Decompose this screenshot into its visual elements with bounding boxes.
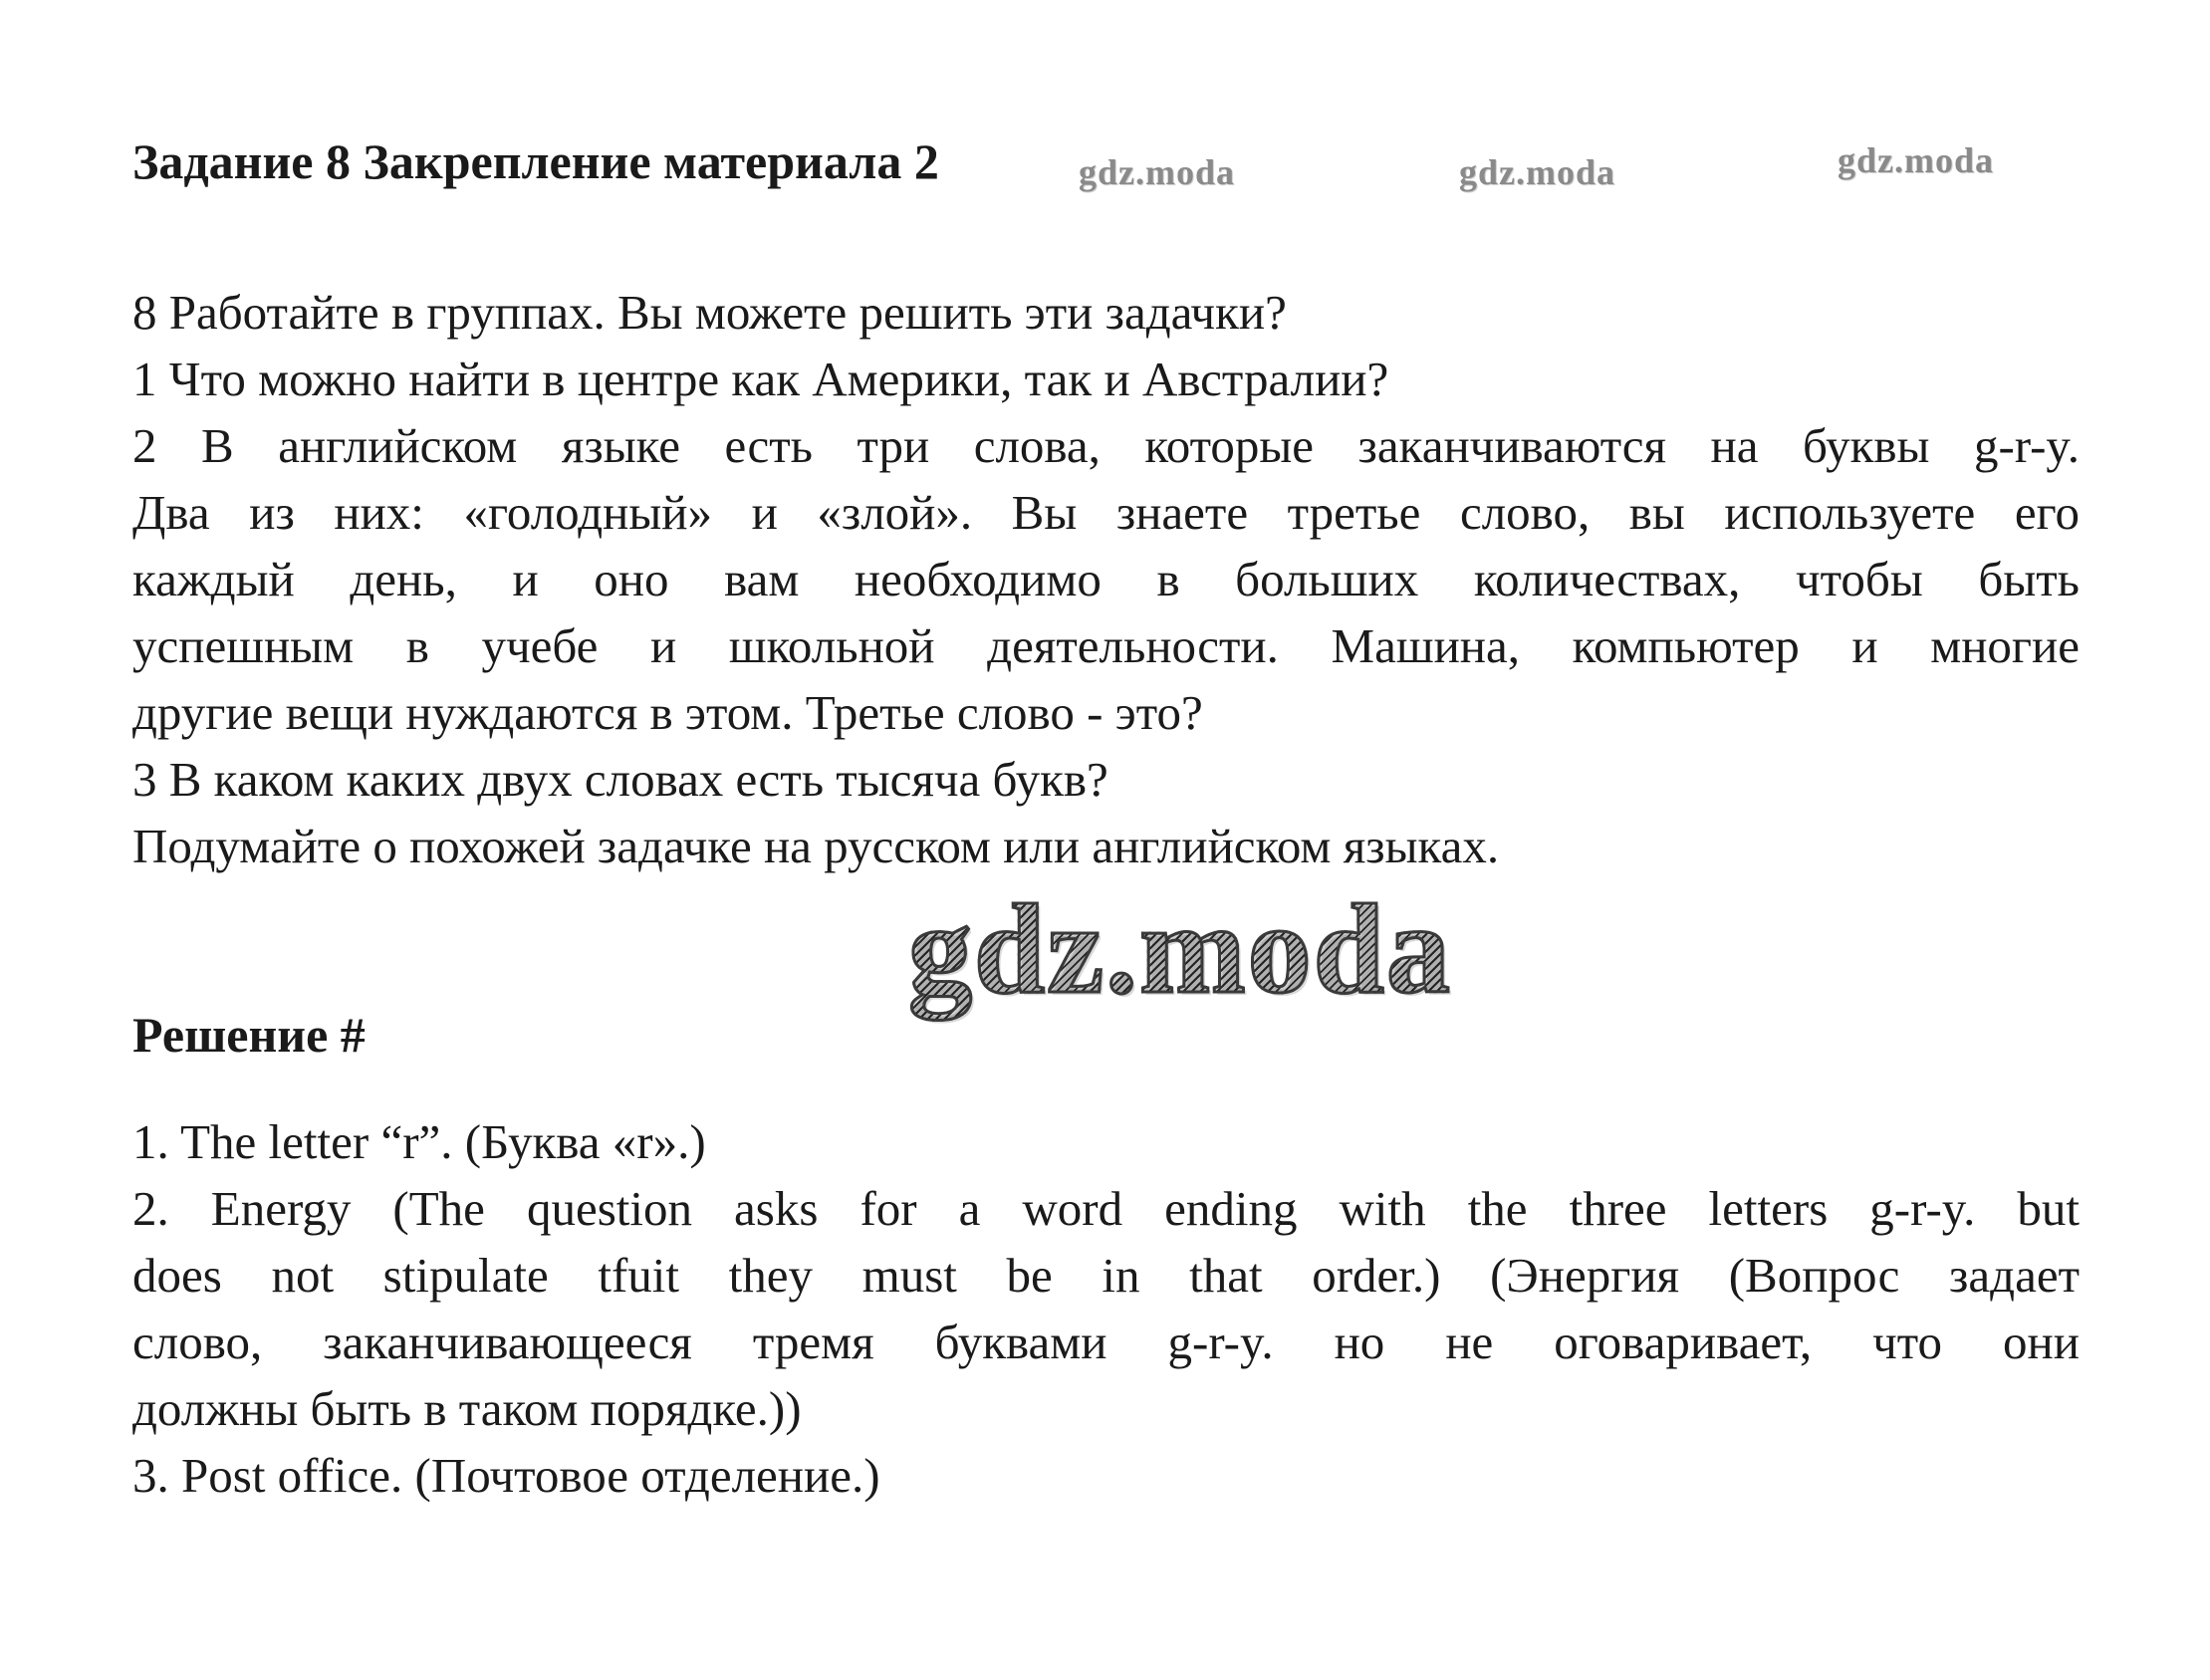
answer-2-line-2: does not stipulate tfuit they must be in that order.) (Энергия (Вопрос задает [132, 1248, 2080, 1303]
answer-2-line-4: должны быть в таком порядке.)) [132, 1381, 802, 1436]
question-1: 1 Что можно найти в центре как Америки, так и Австралии? [132, 352, 1389, 406]
watermark-small-3: gdz.moda [1838, 140, 1995, 180]
answer-2-line-3: слово, заканчивающееся тремя буквами g-r-y. но не оговаривает, что они [132, 1315, 2080, 1369]
answer-1: 1. The letter “r”. (Буква «r».) [132, 1114, 706, 1169]
question-3: 3 В каком каких двух словах есть тысяча букв? [132, 752, 1108, 807]
question-2-line-4: успешным в учебе и школьной деятельности. Машина, компьютер и многие [132, 618, 2080, 673]
question-2-line-5: другие вещи нуждаются в этом. Третье слово - это? [132, 685, 1203, 740]
watermark-small-1: gdz.moda [1079, 152, 1236, 192]
solution-title: Решение # [132, 1007, 366, 1063]
watermark-large: gdz.moda [908, 876, 1452, 1023]
task-outro: Подумайте о похожей задачке на русском или английском языках. [132, 819, 1500, 873]
question-2-line-3: каждый день, и оно вам необходимо в больших количествах, чтобы быть [132, 552, 2080, 606]
task-heading: Задание 8 Закрепление материала 2 [132, 133, 939, 189]
watermark-small-2: gdz.moda [1459, 152, 1616, 192]
question-2-line-2: Два из них: «голодный» и «злой». Вы знаете третье слово, вы используете его [132, 485, 2080, 540]
answer-2-line-1: 2. Energy (The question asks for a word ending with the three letters g-r-y. but [132, 1181, 2080, 1236]
task-text [132, 279, 2080, 879]
question-2-line-1: 2 В английском языке есть три слова, которые заканчиваются на буквы g-r-y. [132, 418, 2080, 473]
task-intro: 8 Работайте в группах. Вы можете решить эти задачки? [132, 285, 1287, 340]
answer-3: 3. Post office. (Почтовое отделение.) [132, 1448, 880, 1503]
solution-text [132, 1108, 2080, 1509]
